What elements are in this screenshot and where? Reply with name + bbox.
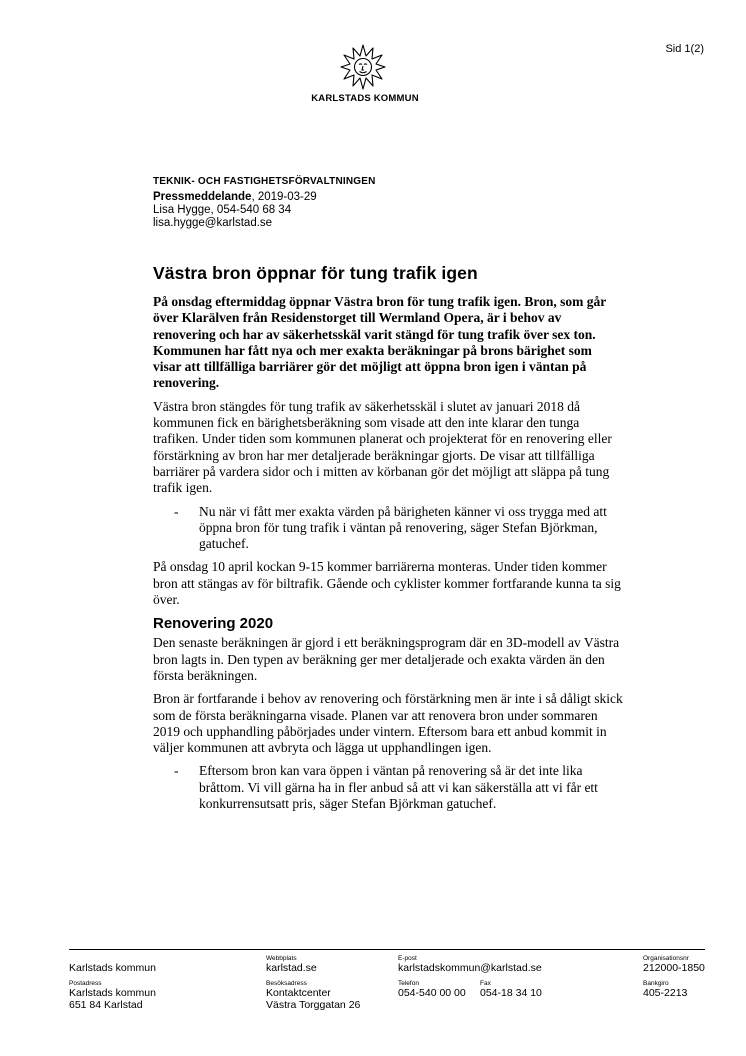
footer-postal-line1: Karlstads kommun <box>69 987 156 999</box>
quote-2-text: Eftersom bron kan vara öppen i väntan på renovering så är det inte lika bråttom. Vi vill gärna ha in fler anbud så att vi kan säkerställa att vi får ett konkurrensutsatt pris, säger Stefan Björkman gatuchef. <box>199 763 598 812</box>
body-paragraph-1: Västra bron stängdes för tung trafik av säkerhetsskäl i slutet av januari 2018 då kommunen fick en bärighetsberäkning som visade att den inte klarar den tunga trafiken. Under tiden som kommunen planerat och projekterat för en renovering eller förstärkning av bron har mer detaljerade beräkningar gjorts. De visar att tillfälliga barriärer på vardera sidor och i mitten av körbanan gör det möjligt att släppa på tung trafik igen. <box>153 398 612 496</box>
quote-2 <box>153 763 623 812</box>
quote-1-text: Nu när vi fått mer exakta värden på bärigheten känner vi oss trygga med att öppna bron för tung trafik i väntan på renovering, säger Stefan Björkman, gatuchef. <box>199 503 607 552</box>
footer-postal <box>69 980 156 1011</box>
lead-paragraph: På onsdag eftermiddag öppnar Västra bron för tung trafik igen. Bron, som går över Klarälven från Residenstorget till Wermland Opera, är i behov av renovering och har av säkerhetsskäl varit stängd för tung trafik över sex ton. Kommunen har fått nya och mer exakta beräkningar på brons bärighet som visar att tillfälliga barriärer gör det möjligt att öppna bron igen i väntan på renovering. <box>153 294 607 391</box>
footer-phone-value: 054-540 00 00 <box>398 987 466 999</box>
footer-visit-label: Besöksadress <box>266 980 307 987</box>
body-paragraph-4: Bron är fortfarande i behov av renovering och förstärkning men är inte i så dåligt skick som de första beräkningarna visade. Planen var att renovera bron under sommaren 2019 och upphandling påbörjades under vintern. Eftersom bara ett anbud kommit in väljer kommunen att avbryta och lägga ut upphandlingen igen. <box>153 691 623 756</box>
release-date: , 2019-03-29 <box>251 191 317 203</box>
quote-1 <box>153 504 623 553</box>
footer-orgnr-value: 212000-1850 <box>643 962 705 974</box>
footer-orgnr-label: Organisationsnr <box>643 955 689 962</box>
footer-web-label: Webbplats <box>266 955 297 962</box>
footer-postal-label: Postadress <box>69 980 102 987</box>
quote-dash: - <box>174 503 179 519</box>
department-name: TEKNIK- OCH FASTIGHETSFÖRVALTNINGEN <box>153 176 376 187</box>
press-header <box>153 175 376 230</box>
page-number: Sid 1(2) <box>665 43 704 55</box>
footer-web <box>266 955 317 975</box>
footer-bank-value: 405-2213 <box>643 987 688 999</box>
footer-email <box>398 955 542 975</box>
section-heading: Renovering 2020 <box>153 615 274 633</box>
footer-visit <box>266 980 360 1011</box>
footer-org-name-text: Karlstads kommun <box>69 962 156 974</box>
footer-email-value: karlstadskommun@karlstad.se <box>398 962 542 974</box>
footer-divider <box>69 949 705 950</box>
footer-visit-line2: Västra Torggatan 26 <box>266 998 361 1011</box>
org-name: KARLSTADS KOMMUN <box>311 93 419 104</box>
contact-email: lisa.hygge@karlstad.se <box>153 217 273 229</box>
footer-org-name <box>69 963 156 975</box>
quote-dash: - <box>174 763 179 779</box>
article-body <box>153 263 623 819</box>
article-title: Västra bron öppnar för tung trafik igen <box>153 263 478 283</box>
press-release-label: Pressmeddelande <box>153 191 252 203</box>
footer-email-label: E-post <box>398 955 417 962</box>
contact-person: Lisa Hygge, 054-540 68 34 <box>153 204 292 216</box>
body-paragraph-3: Den senaste beräkningen är gjord i ett beräkningsprogram där en 3D-modell av Västra bron lagts in. Den typen av beräkning ger mer detaljerade och exakta värden än den första beräkningen. <box>153 635 620 683</box>
footer-fax-label: Fax <box>480 980 491 987</box>
footer-fax <box>480 980 542 1000</box>
press-release-line <box>153 191 376 204</box>
sun-logo-icon <box>340 44 386 90</box>
footer-web-value: karlstad.se <box>266 962 317 974</box>
footer-bank-label: Bankgiro <box>643 980 669 987</box>
footer-postal-line2: 651 84 Karlstad <box>69 998 143 1011</box>
footer-bank <box>643 980 687 1000</box>
footer-visit-line1: Kontaktcenter <box>266 987 331 999</box>
footer-fax-value: 054-18 34 10 <box>480 987 542 999</box>
footer-phone <box>398 980 466 1000</box>
footer-orgnr <box>643 955 705 975</box>
body-paragraph-2: På onsdag 10 april kockan 9-15 kommer barriärerna monteras. Under tiden kommer bron att stängas av för biltrafik. Gående och cyklister kommer fortfarande kunna ta sig över. <box>153 559 621 608</box>
footer-phone-label: Telefon <box>398 980 419 987</box>
